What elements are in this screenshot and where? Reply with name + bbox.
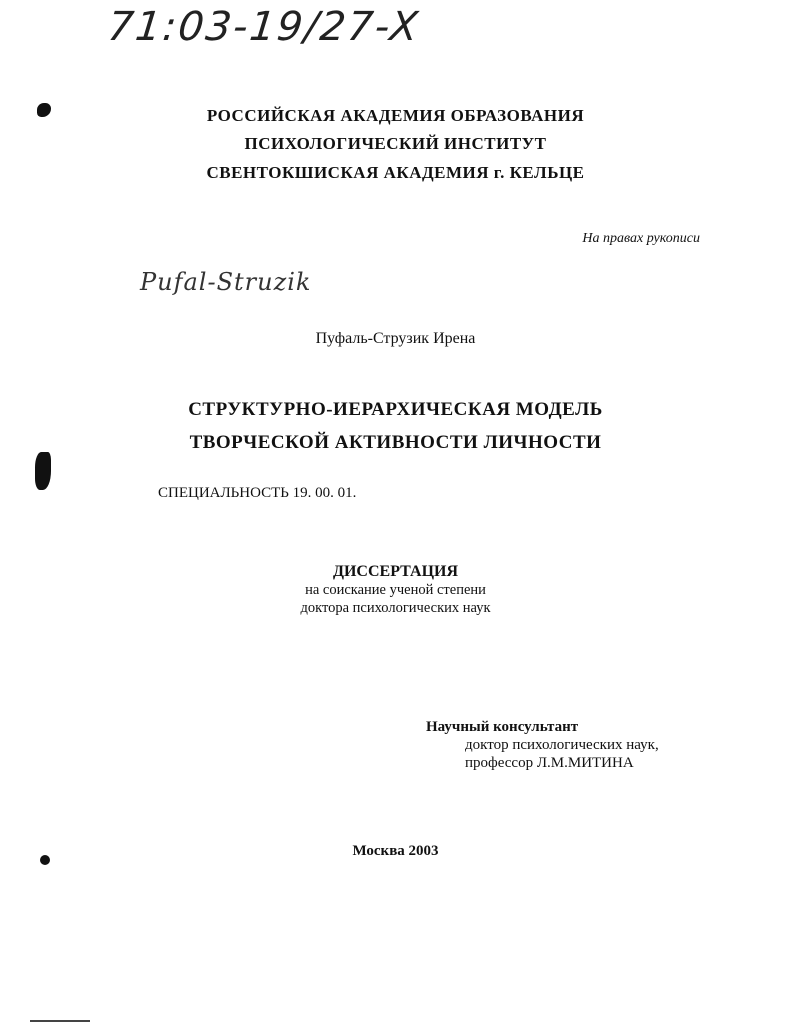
author-name: Пуфаль-Струзик Ирена <box>315 330 476 347</box>
title-line-2: ТВОРЧЕСКОЙ АКТИВНОСТИ ЛИЧНОСТИ <box>189 432 602 453</box>
specialty-code: СПЕЦИАЛЬНОСТЬ 19. 00. 01. <box>158 485 357 501</box>
place-and-year: Москва 2003 <box>352 843 439 859</box>
consultant-degree: доктор психологических наук, <box>465 737 659 753</box>
organization-line-2: ПСИХОЛОГИЧЕСКИЙ ИНСТИТУТ <box>244 134 547 153</box>
organization-line-3: СВЕНТОКШИСКАЯ АКАДЕМИЯ г. КЕЛЬЦЕ <box>206 163 585 182</box>
scan-edge-line <box>30 1020 90 1022</box>
handwritten-catalog-number: 71:03-19/27-X <box>105 4 422 50</box>
consultant-heading: Научный консультант <box>426 719 579 735</box>
title-line-1: СТРУКТУРНО-ИЕРАРХИЧЕСКАЯ МОДЕЛЬ <box>188 399 603 420</box>
degree-line-1: на соискание ученой степени <box>305 582 486 598</box>
document-type: ДИССЕРТАЦИЯ <box>332 563 459 580</box>
degree-line-2: доктора психологических наук <box>300 600 491 616</box>
consultant-name: профессор Л.М.МИТИНА <box>465 755 634 771</box>
scan-blot <box>35 452 51 490</box>
organization-line-1: РОССИЙСКАЯ АКАДЕМИЯ ОБРАЗОВАНИЯ <box>206 106 585 125</box>
manuscript-rights: На правах рукописи <box>582 231 700 246</box>
handwritten-signature: Pufal-Struzik <box>140 268 312 296</box>
